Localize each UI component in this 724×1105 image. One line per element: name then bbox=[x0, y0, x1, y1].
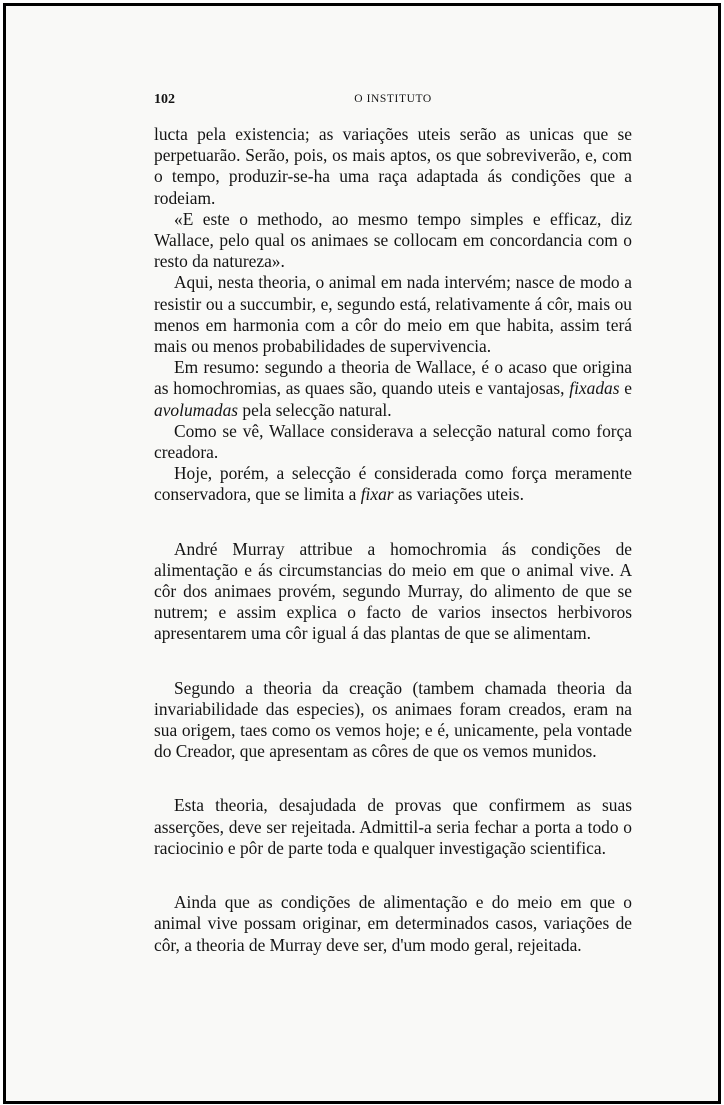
paragraph bbox=[154, 678, 632, 763]
section-gap bbox=[154, 506, 632, 539]
paragraph bbox=[154, 209, 632, 273]
text-run: pela selecção natural. bbox=[238, 399, 392, 420]
paragraph bbox=[154, 272, 632, 357]
section-gap bbox=[154, 645, 632, 678]
paragraph bbox=[154, 357, 632, 421]
running-title: O INSTITUTO bbox=[354, 93, 432, 105]
text-run: Esta theoria, desajudada de provas que confirmem as suas asserções, deve ser rejeitada. Admittil-a seria fechar a porta a todo o raciocinio e pôr de parte toda e qualquer investigação scientifica. bbox=[154, 795, 632, 858]
text-run: as variações uteis. bbox=[393, 484, 524, 505]
text-run: Em resumo: segundo a theoria de Wallace, é o acaso que origina as homochromias, as quaes são, quando uteis e vantajosas, bbox=[154, 357, 632, 399]
text-run: André Murray attribue a homochromia ás condições de alimentação e ás circumstancias do meio em que o animal vive. A côr dos animaes provém, segundo Murray, do alimento de que se nutrem; e assim explica o facto de varios insectos herbivoros apresentarem uma côr igual á das plantas de que se alimentam. bbox=[154, 538, 632, 644]
paragraph bbox=[154, 421, 632, 463]
paragraph bbox=[154, 463, 632, 505]
paragraph bbox=[154, 124, 632, 209]
italic-term: avolumadas bbox=[154, 399, 239, 420]
text-run: Aqui, nesta theoria, o animal em nada intervém; nasce de modo a resistir ou a succumbir, e, segundo está, relativamente á côr, mais ou menos em harmonia com a côr do meio em que habita, assim terá mais ou menos probabilidades de supervivencia. bbox=[154, 272, 632, 357]
text-run: Hoje, porém, a selecção é considerada como força meramente conservadora, que se limita a bbox=[154, 463, 632, 505]
page-number: 102 bbox=[154, 92, 175, 107]
paragraph bbox=[154, 539, 632, 645]
body-text bbox=[154, 124, 632, 956]
text-run: Como se vê, Wallace considerava a selecção natural como força creadora. bbox=[154, 420, 632, 463]
text-run: Ainda que as condições de alimentação e do meio em que o animal vive possam originar, em determinados casos, variações de côr, a theoria de Murray deve ser, d'um modo geral, rejeitada. bbox=[154, 892, 632, 955]
paragraph bbox=[154, 795, 632, 859]
text-run: Segundo a theoria da creação (tambem chamada theoria da invariabilidade das especies), os animaes foram creados, eram na sua origem, taes como os vemos hoje; e é, unicamente, pela vontade do Creador, que apresentam as côres de que os vemos munidos. bbox=[154, 677, 632, 762]
page-frame bbox=[3, 3, 721, 1104]
text-run: «E este o methodo, ao mesmo tempo simples e efficaz, diz Wallace, pelo qual os animaes se collocam em concordancia com o resto da natureza». bbox=[154, 208, 632, 272]
italic-term: fixadas bbox=[569, 378, 620, 399]
page-header bbox=[154, 92, 632, 112]
text-run: lucta pela existencia; as variações uteis serão as unicas que se perpetuarão. Serão, pois, os mais aptos, os que sobreviverão, e, com o tempo, produzir-se-ha uma raça adaptada ás condições que a rodeiam. bbox=[154, 124, 632, 208]
italic-term: fixar bbox=[360, 484, 394, 505]
section-gap bbox=[154, 859, 632, 892]
paragraph bbox=[154, 892, 632, 956]
text-run: e bbox=[619, 378, 633, 399]
section-gap bbox=[154, 762, 632, 795]
